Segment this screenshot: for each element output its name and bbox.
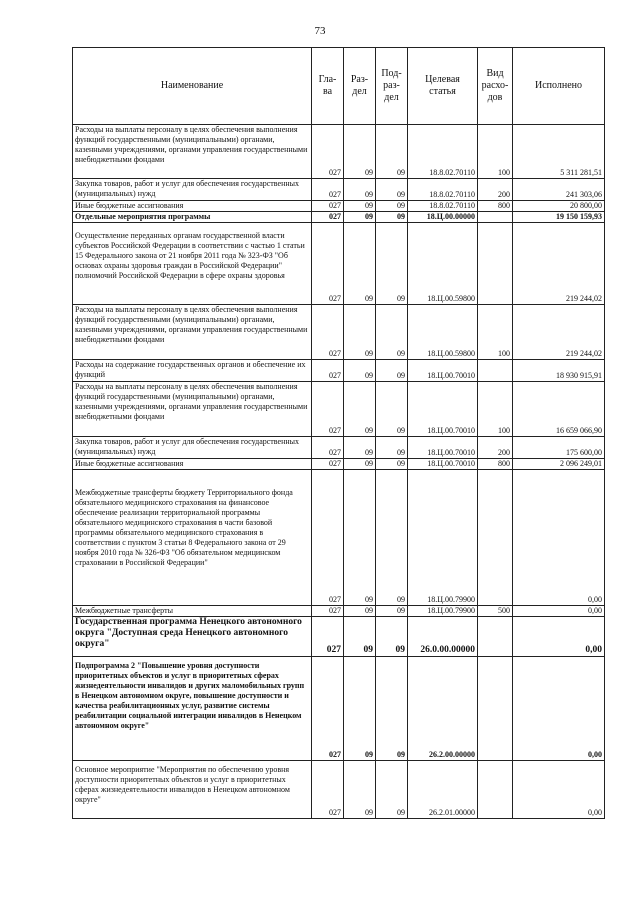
row-executed: 0,00 (513, 657, 605, 761)
row-chapter: 027 (312, 201, 344, 212)
row-exp-type (478, 470, 513, 606)
row-section: 09 (344, 459, 376, 470)
row-section: 09 (344, 617, 376, 657)
header-executed: Исполнено (513, 48, 605, 125)
table-row (73, 223, 605, 305)
row-executed: 16 659 066,90 (513, 382, 605, 437)
row-subsection: 09 (376, 657, 408, 761)
row-name: Межбюджетные трансферты (73, 606, 312, 617)
row-subsection: 09 (376, 382, 408, 437)
page-number: 73 (314, 25, 326, 37)
table-row (73, 437, 605, 459)
table-row (73, 201, 605, 212)
table-row (73, 179, 605, 201)
table-row (73, 125, 605, 179)
row-chapter: 027 (312, 125, 344, 179)
table-row (73, 382, 605, 437)
row-exp-type (478, 212, 513, 223)
header-exp-type: Вид расхо- дов (478, 48, 513, 125)
row-subsection: 09 (376, 212, 408, 223)
row-name: Закупка товаров, работ и услуг для обеспечения государственных (муниципальных) нужд (73, 179, 312, 201)
row-exp-type: 100 (478, 125, 513, 179)
row-name: Расходы на выплаты персоналу в целях обеспечения выполнения функций государственными (муниципальными) органами, казенными учреждениями, органами управления государственными внебюджетными фондами (73, 382, 312, 437)
row-subsection: 09 (376, 617, 408, 657)
row-name: Расходы на выплаты персоналу в целях обеспечения выполнения функций государственными (муниципальными) органами, казенными учреждениями, органами управления государственными внебюджетными фондами (73, 305, 312, 360)
row-executed: 5 311 281,51 (513, 125, 605, 179)
row-chapter: 027 (312, 470, 344, 606)
row-name: Осуществление переданных органам государственной власти субъектов Российской Федерации в соответствии с частью 1 статьи 15 Федерального закона от 21 ноября 2011 года № 323-ФЗ "Об основах охраны здоровья граждан в Российской Федерации" полномочий Российской Федерации в сфере охраны здоровья (73, 223, 312, 305)
row-executed: 0,00 (513, 470, 605, 606)
row-exp-type (478, 360, 513, 382)
row-name: Государственная программа Ненецкого автономного округа "Доступная среда Ненецкого автономного округа" (73, 617, 312, 657)
table-row (73, 470, 605, 606)
header-section: Раз- дел (344, 48, 376, 125)
header-name: Наименование (73, 48, 312, 125)
row-name: Основное мероприятие "Мероприятия по обеспечению уровня доступности приоритетных объектов и услуг в приоритетных сферах жизнедеятельности инвалидов в Ненецком автономном округе" (73, 761, 312, 819)
header-target: Целевая статья (408, 48, 478, 125)
row-executed: 2 096 249,01 (513, 459, 605, 470)
row-section: 09 (344, 223, 376, 305)
row-name: Расходы на выплаты персоналу в целях обеспечения выполнения функций государственными (муниципальными) органами, казенными учреждениями, органами управления государственными внебюджетными фондами (73, 125, 312, 179)
header-subsection: Под- раз- дел (376, 48, 408, 125)
row-chapter: 027 (312, 617, 344, 657)
row-executed: 0,00 (513, 606, 605, 617)
row-target: 18.Ц.00.70010 (408, 360, 478, 382)
row-executed: 18 930 915,91 (513, 360, 605, 382)
row-exp-type: 800 (478, 459, 513, 470)
row-chapter: 027 (312, 606, 344, 617)
row-chapter: 027 (312, 437, 344, 459)
row-chapter: 027 (312, 305, 344, 360)
table-row (73, 305, 605, 360)
row-subsection: 09 (376, 459, 408, 470)
row-target: 18.8.02.70110 (408, 201, 478, 212)
row-target: 26.2.00.00000 (408, 657, 478, 761)
row-chapter: 027 (312, 223, 344, 305)
row-exp-type: 100 (478, 382, 513, 437)
row-subsection: 09 (376, 179, 408, 201)
row-name: Расходы на содержание государственных органов и обеспечение их функций (73, 360, 312, 382)
row-subsection: 09 (376, 606, 408, 617)
table-row (73, 212, 605, 223)
row-section: 09 (344, 606, 376, 617)
row-chapter: 027 (312, 179, 344, 201)
row-executed: 19 150 159,93 (513, 212, 605, 223)
table-row (73, 360, 605, 382)
row-section: 09 (344, 761, 376, 819)
row-subsection: 09 (376, 125, 408, 179)
row-section: 09 (344, 125, 376, 179)
row-target: 26.2.01.00000 (408, 761, 478, 819)
row-section: 09 (344, 437, 376, 459)
row-executed: 175 600,00 (513, 437, 605, 459)
row-name: Подпрограмма 2 "Повышение уровня доступности приоритетных объектов и услуг в приоритетных сферах жизнедеятельности инвалидов и других маломобильных групп в Ненецком автономном округе, повышение доступности и качества реабилитационных услуг, развитие системы реабилитации социальной интеграции инвалидов в Ненецком автономном округе" (73, 657, 312, 761)
row-chapter: 027 (312, 212, 344, 223)
table-row (73, 606, 605, 617)
row-exp-type: 200 (478, 179, 513, 201)
row-subsection: 09 (376, 305, 408, 360)
row-exp-type (478, 223, 513, 305)
row-name: Отдельные мероприятия программы (73, 212, 312, 223)
row-subsection: 09 (376, 223, 408, 305)
row-target: 18.8.02.70110 (408, 125, 478, 179)
row-target: 18.Ц.00.59800 (408, 223, 478, 305)
row-target: 18.Ц.00.00000 (408, 212, 478, 223)
budget-table (72, 47, 605, 819)
row-section: 09 (344, 470, 376, 606)
row-section: 09 (344, 657, 376, 761)
row-exp-type (478, 617, 513, 657)
row-target: 18.8.02.70110 (408, 179, 478, 201)
row-section: 09 (344, 360, 376, 382)
row-exp-type (478, 761, 513, 819)
row-executed: 219 244,02 (513, 223, 605, 305)
row-executed: 241 303,06 (513, 179, 605, 201)
row-exp-type: 200 (478, 437, 513, 459)
table-row (73, 459, 605, 470)
row-section: 09 (344, 201, 376, 212)
table-header-row (73, 48, 605, 125)
row-section: 09 (344, 382, 376, 437)
row-exp-type: 100 (478, 305, 513, 360)
table-row (73, 761, 605, 819)
row-target: 18.Ц.00.79900 (408, 470, 478, 606)
row-subsection: 09 (376, 470, 408, 606)
row-executed: 20 800,00 (513, 201, 605, 212)
row-subsection: 09 (376, 201, 408, 212)
row-section: 09 (344, 179, 376, 201)
row-exp-type (478, 657, 513, 761)
row-name: Закупка товаров, работ и услуг для обеспечения государственных (муниципальных) нужд (73, 437, 312, 459)
row-exp-type: 800 (478, 201, 513, 212)
table-row (73, 657, 605, 761)
row-chapter: 027 (312, 657, 344, 761)
row-target: 18.Ц.00.70010 (408, 382, 478, 437)
row-subsection: 09 (376, 761, 408, 819)
row-target: 18.Ц.00.79900 (408, 606, 478, 617)
row-subsection: 09 (376, 437, 408, 459)
row-name: Иные бюджетные ассигнования (73, 459, 312, 470)
row-target: 18.Ц.00.59800 (408, 305, 478, 360)
header-chapter: Гла- ва (312, 48, 344, 125)
row-chapter: 027 (312, 761, 344, 819)
row-target: 18.Ц.00.70010 (408, 459, 478, 470)
row-chapter: 027 (312, 360, 344, 382)
row-executed: 0,00 (513, 617, 605, 657)
row-name: Межбюджетные трансферты бюджету Территориального фонда обязательного медицинского страхования на финансовое обеспечение реализации территориальной программы обязательного медицинского страхования в части базовой программы обязательного медицинского страхования в соответствии с пунктом 3 статьи 8 Федерального закона от 29 ноября 2010 года № 326-ФЗ "Об обязательном медицинском страховании в Российской Федерации" (73, 470, 312, 606)
row-name: Иные бюджетные ассигнования (73, 201, 312, 212)
table-row (73, 617, 605, 657)
row-exp-type: 500 (478, 606, 513, 617)
row-chapter: 027 (312, 459, 344, 470)
row-executed: 0,00 (513, 761, 605, 819)
row-section: 09 (344, 305, 376, 360)
row-subsection: 09 (376, 360, 408, 382)
row-chapter: 027 (312, 382, 344, 437)
row-target: 18.Ц.00.70010 (408, 437, 478, 459)
row-executed: 219 244,02 (513, 305, 605, 360)
row-target: 26.0.00.00000 (408, 617, 478, 657)
row-section: 09 (344, 212, 376, 223)
